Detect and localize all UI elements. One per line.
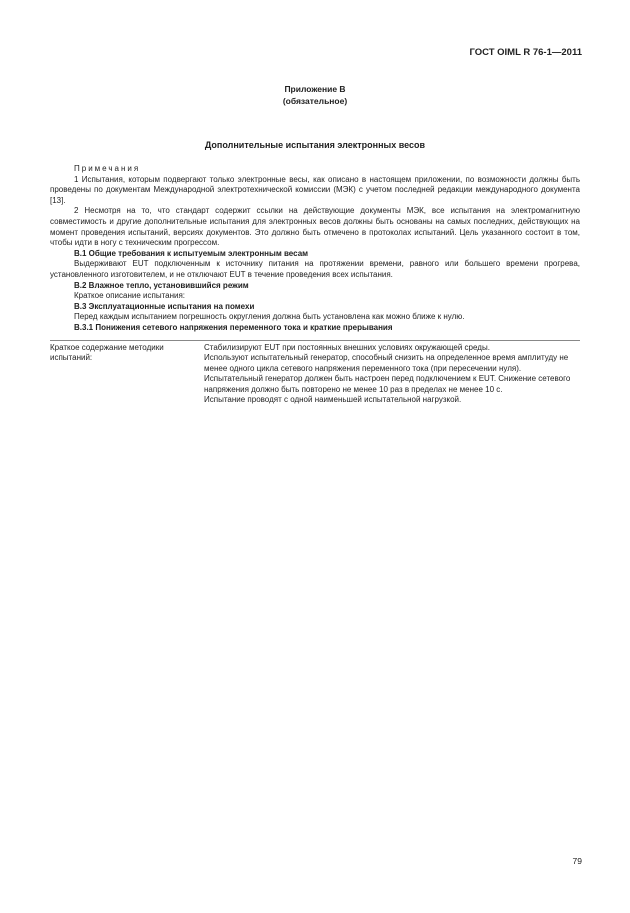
table-row [50,340,580,406]
section-heading: В.3.1 Понижения сетевого напряжения переменного тока и краткие прерывания [74,322,393,332]
method-label: Краткое содержание методики испытаний: [50,340,204,406]
annex-status: (обязательное) [282,96,348,106]
page-title: Дополнительные испытания электронных весов [204,140,426,150]
method-paragraph: Стабилизируют EUT при постоянных внешних условиях окружающей среды. [204,342,490,352]
section-heading: В.3 Эксплуатационные испытания на помехи [74,301,255,311]
method-table [50,340,580,407]
body-text [50,164,580,406]
method-paragraph: Испытательный генератор должен быть настроен перед подключением к EUT. Снижение сетевого напряжения должно быть повторено не менее 10 раз в пределах не менее 10 с. [204,374,571,394]
section-heading: В.1 Общие требования к испытуемым электронным весам [74,248,309,258]
paragraph: Краткое описание испытания: [74,291,186,301]
paragraph: Перед каждым испытанием погрешность округления должна быть установлена как можно ближе к нулю. [74,312,465,322]
annex-title: Приложение В [284,84,346,94]
page-number: 79 [572,856,582,866]
method-paragraph: Испытание проводят с одной наименьшей испытательной нагрузкой. [204,395,462,405]
method-paragraph: Используют испытательный генератор, способный снизить на определенное время амплитуду не менее одного цикла сетевого напряжения переменного тока (при пересечении нуля). [204,353,569,373]
method-content [204,340,580,406]
note-item: 2 Несмотря на то, что стандарт содержит ссылки на действующие документы МЭК, все испытания на электромагнитную совместимость и другие дополнительные испытания для электронных весов должны быть основаны на самых последних, действующих на момент проведения испытаний, версиях документов. Это должно быть отмечено в протоколах испытаний. Цель указанного состоит в том, чтобы идти в ногу с техническим прогрессом. [50,206,580,248]
section-heading: В.2 Влажное тепло, установившийся режим [74,280,249,290]
note-item: 1 Испытания, которым подвергают только электронные весы, как описано в настоящем приложении, по возможности должны быть проведены по документам Международной электротехнической комиссии (МЭК) с учетом последней редакции международного документа [13]. [50,174,580,205]
note-title: Примечания [74,164,141,173]
document-code: ГОСТ OIML R 76-1—2011 [469,47,582,58]
paragraph: Выдерживают EUT подключенным к источнику питания на протяжении времени, равного или большего времени прогрева, установленного изготовителем, и не отключают EUT в течение проведения всех испытания. [50,259,580,279]
